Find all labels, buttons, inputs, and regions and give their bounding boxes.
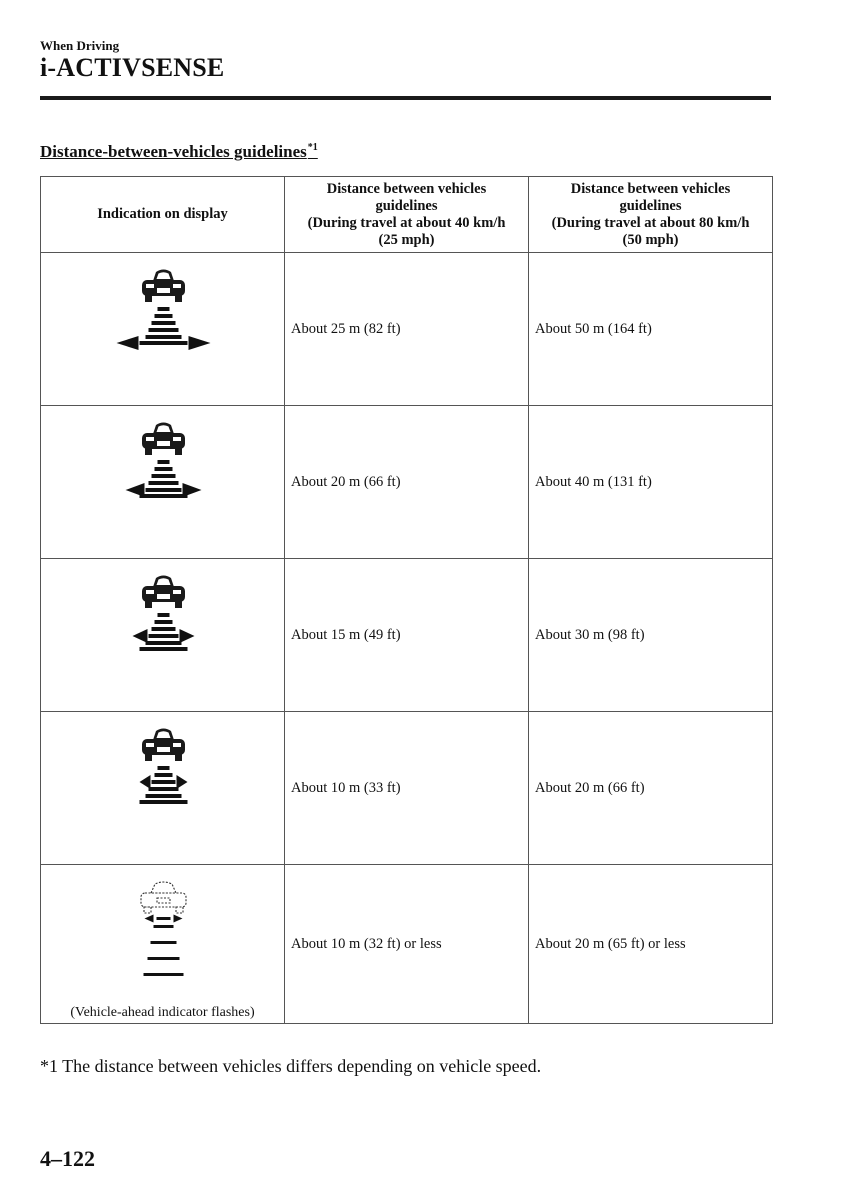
marker-arrow-left — [145, 915, 154, 923]
header-40-line4: (25 mph) — [378, 231, 435, 248]
distance-bar — [144, 973, 184, 976]
vehicle-ahead-icon — [142, 423, 185, 456]
table-row — [41, 406, 773, 559]
marker-arrow-left — [133, 629, 148, 643]
distance-bar — [149, 481, 179, 485]
car-distance-bars-2-icon — [101, 720, 226, 855]
distance-bar — [155, 773, 173, 777]
indication-cell — [41, 712, 285, 865]
distance-bar — [152, 474, 176, 478]
marker-arrow-right — [177, 775, 188, 789]
indication-cell — [41, 865, 285, 1024]
distance-bar — [158, 766, 170, 770]
distance-bar — [146, 335, 182, 339]
distance-bar — [146, 641, 182, 645]
footnote-ref: *1 — [307, 142, 318, 153]
distance-80-cell: About 30 m (98 ft) — [529, 559, 773, 712]
marker-arrow-left — [117, 336, 139, 350]
distance-bar — [158, 613, 170, 617]
header-40-line2: guidelines — [375, 197, 438, 214]
section-title — [40, 142, 318, 162]
footnote: *1 The distance between vehicles differs depending on vehicle speed. — [40, 1056, 542, 1076]
header-80-line3: (During travel at about 80 km/h — [551, 214, 750, 231]
car-distance-bars-4-icon — [101, 414, 226, 549]
marker-arrow-left — [140, 775, 151, 789]
distance-80-cell: About 50 m (164 ft) — [529, 253, 773, 406]
vehicle-ahead-icon — [142, 729, 185, 762]
header-80-line1: Distance between vehicles — [570, 180, 731, 197]
distance-80-cell: About 20 m (66 ft) — [529, 712, 773, 865]
page-number: 4–122 — [40, 1146, 95, 1171]
distance-bar — [149, 634, 179, 638]
car-distance-bars-1-flashing-icon — [101, 871, 226, 1006]
distance-bar — [140, 494, 188, 498]
section-title-text: Distance-between-vehicles guidelines — [40, 142, 307, 161]
header-indication-text: Indication on display — [97, 206, 228, 222]
header-distance-40 — [285, 177, 529, 253]
page-title: i-ACTIVSENSE — [40, 53, 225, 82]
distance-40-cell: About 25 m (82 ft) — [285, 253, 529, 406]
distance-bar — [146, 794, 182, 798]
distance-bar — [149, 328, 179, 332]
indication-cell — [41, 559, 285, 712]
distance-bar — [152, 780, 176, 784]
header-distance-80 — [529, 177, 773, 253]
distance-bar — [148, 957, 180, 960]
car-distance-bars-3-icon — [101, 567, 226, 702]
distance-bar — [140, 800, 188, 804]
header-indication — [41, 177, 285, 253]
header-80-line4: (50 mph) — [622, 231, 679, 248]
marker-arrow-right — [180, 629, 195, 643]
indication-cell — [41, 406, 285, 559]
distance-bar — [149, 787, 179, 791]
distance-40-cell: About 10 m (32 ft) or less — [285, 865, 529, 1024]
distance-guidelines-table — [40, 176, 773, 1024]
distance-bar — [157, 917, 171, 920]
distance-bar — [155, 314, 173, 318]
header-40-line3: (During travel at about 40 km/h — [307, 214, 506, 231]
table-row — [41, 712, 773, 865]
vehicle-ahead-icon — [141, 882, 186, 913]
distance-80-cell: About 20 m (65 ft) or less — [529, 865, 773, 1024]
header-section-label: When Driving — [40, 38, 120, 53]
distance-40-cell: About 20 m (66 ft) — [285, 406, 529, 559]
table-row — [41, 865, 773, 1024]
distance-40-cell: About 10 m (33 ft) — [285, 712, 529, 865]
table-row — [41, 559, 773, 712]
distance-bar — [151, 941, 177, 944]
distance-bar — [152, 627, 176, 631]
header-divider — [40, 96, 771, 100]
vehicle-ahead-icon — [142, 270, 185, 303]
distance-bar — [146, 488, 182, 492]
vehicle-ahead-icon — [142, 576, 185, 609]
marker-arrow-right — [189, 336, 211, 350]
header-40-line1: Distance between vehicles — [326, 180, 487, 197]
distance-bar — [140, 341, 188, 345]
table-row — [41, 253, 773, 406]
distance-bar — [154, 925, 174, 928]
distance-bar — [155, 620, 173, 624]
car-distance-bars-5-icon — [101, 261, 226, 396]
distance-bar — [158, 307, 170, 311]
distance-bar — [140, 647, 188, 651]
distance-80-cell: About 40 m (131 ft) — [529, 406, 773, 559]
distance-bar — [158, 460, 170, 464]
distance-bar — [155, 467, 173, 471]
header-80-line2: guidelines — [619, 197, 682, 214]
distance-bar — [152, 321, 176, 325]
indication-cell — [41, 253, 285, 406]
distance-40-cell: About 15 m (49 ft) — [285, 559, 529, 712]
table-header-row — [41, 177, 773, 253]
flash-note: (Vehicle-ahead indicator flashes) — [70, 1005, 255, 1020]
marker-arrow-right — [174, 915, 183, 923]
